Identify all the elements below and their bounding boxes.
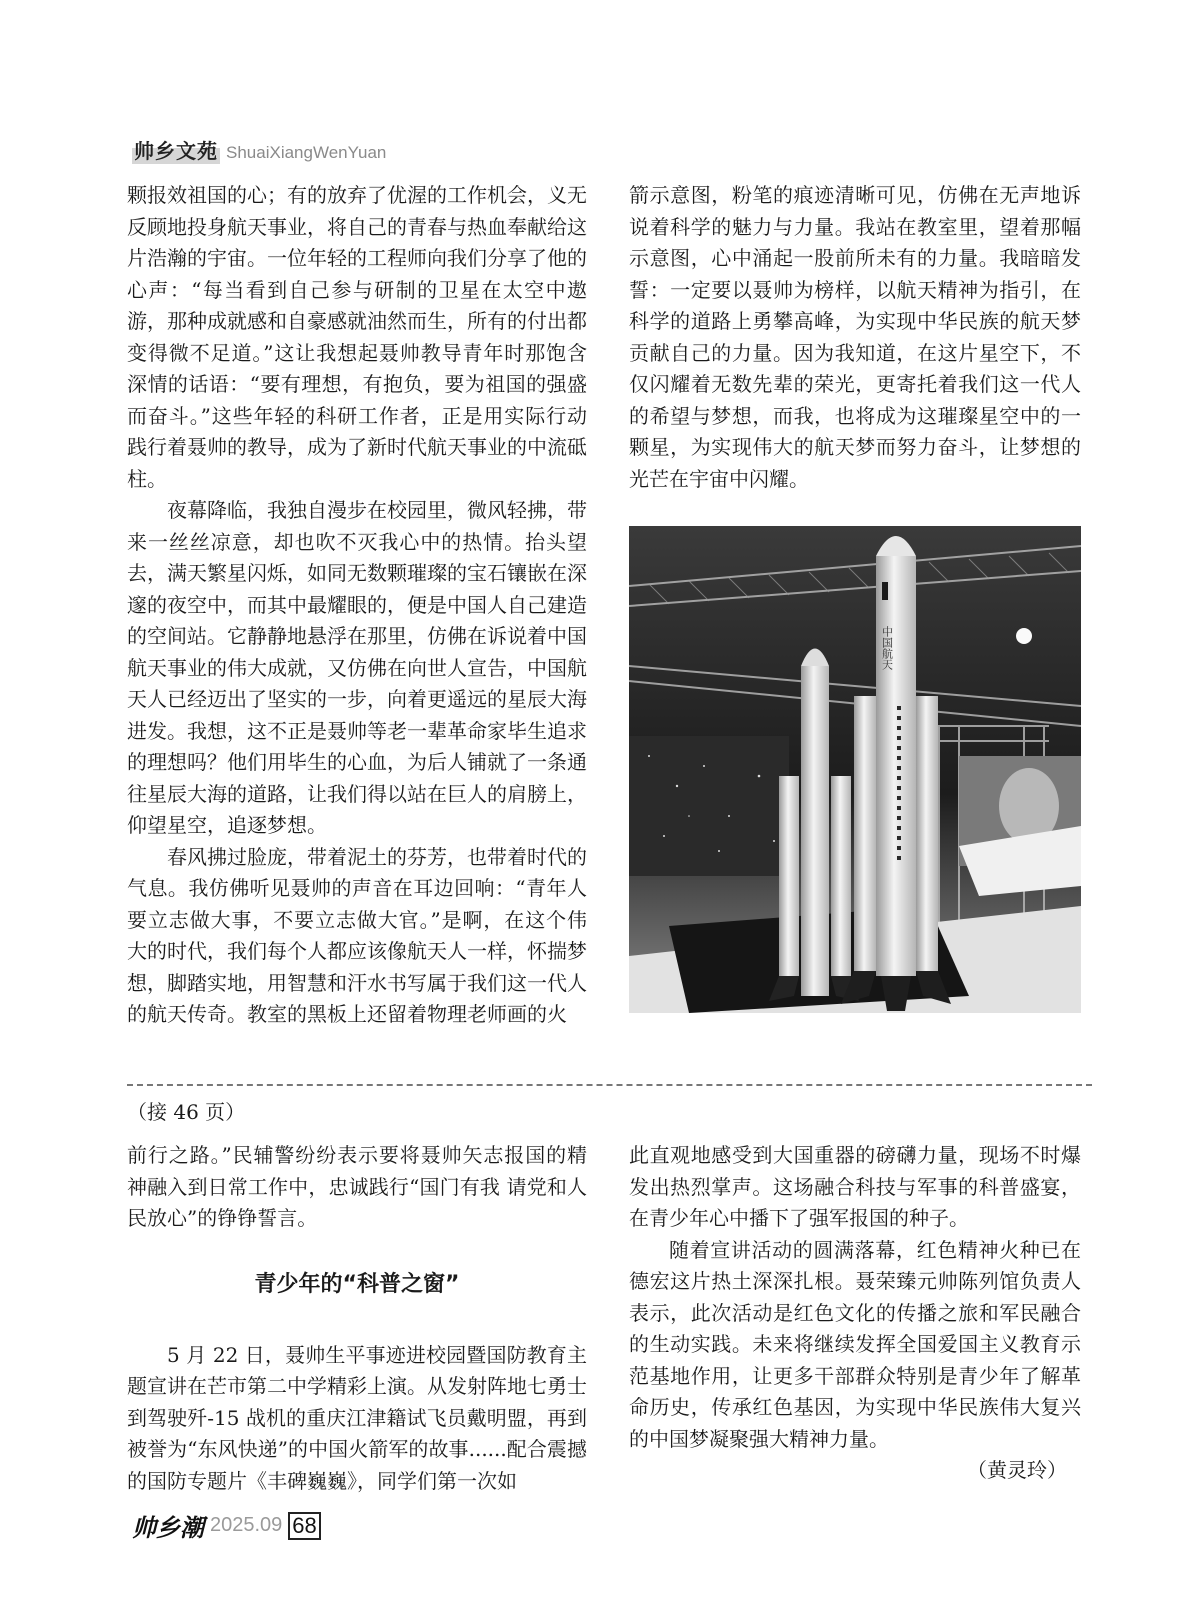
article-column-bottom-left: [127, 1140, 587, 1497]
section-header: [132, 135, 386, 164]
magazine-brand: 帅乡潮: [132, 1514, 204, 1542]
paragraph: 前行之路。”民辅警纷纷表示要将聂帅矢志报国的精神融入到日常工作中，忠诚践行“国门有我 请党和人民放心”的铮铮誓言。: [127, 1143, 587, 1230]
continued-from-note: （接 46 页）: [127, 1100, 246, 1124]
author-byline: （黄灵玲）: [967, 1458, 1067, 1482]
section-title-pinyin: ShuaiXiangWenYuan: [226, 143, 387, 162]
page-footer: [132, 1508, 321, 1543]
rocket-lettering: 中国航天: [880, 626, 894, 670]
paragraph: 箭示意图，粉笔的痕迹清晰可见，仿佛在无声地诉说着科学的魅力与力量。我站在教室里，望着那幅示意图，心中涌起一股前所未有的力量。我暗暗发誓：一定要以聂帅为榜样，以航天精神为指引，在科学的道路上勇攀高峰，为实现中华民族的航天梦贡献自己的力量。因为我知道，在这片星空下，不仅闪耀着无数先辈的荣光，更寄托着我们这一代人的希望与梦想，而我，也将成为这璀璨星空中的一颗星，为实现伟大的航天梦而努力奋斗，让梦想的光芒在宇宙中闪耀。: [629, 183, 1081, 491]
section-divider: [127, 1084, 1092, 1086]
paragraph: 5 月 22 日，聂帅生平事迹进校园暨国防教育主题宣讲在芒市第二中学精彩上演。从发射阵地七勇士到驾驶歼-15 战机的重庆江津籍试飞员戴明盟，再到被誉为“东风快递”的中国火箭军的故事......配合震撼的国防专题片《丰碑巍巍》，同学们第一次如: [127, 1342, 587, 1493]
rocket-exhibit-illustration: [629, 526, 1081, 1013]
issue-date: 2025.09: [210, 1514, 283, 1536]
section-title: 帅乡文苑: [132, 135, 220, 164]
subheading: 青少年的“科普之窗”: [254, 1271, 460, 1297]
article-column-top-left: [127, 180, 587, 1031]
paragraph: 颗报效祖国的心；有的放弃了优渥的工作机会，义无反顾地投身航天事业，将自己的青春与热血奉献给这片浩瀚的宇宙。一位年轻的工程师向我们分享了他的心声：“每当看到自己参与研制的卫星在太空中遨游，那种成就感和自豪感就油然而生，所有的付出都变得微不足道。”这让我想起聂帅教导青年时那饱含深情的话语：“要有理想，有抱负，要为祖国的强盛而奋斗。”这些年轻的科研工作者，正是用实际行动践行着聂帅的教导，成为了新时代航天事业的中流砥柱。: [127, 183, 587, 491]
page-number: 68: [288, 1512, 320, 1540]
paragraph: 春风拂过脸庞，带着泥土的芬芳，也带着时代的气息。我仿佛听见聂帅的声音在耳边回响：“青年人要立志做大事，不要立志做大官。”是啊，在这个伟大的时代，我们每个人都应该像航天人一样，怀揣梦想，脚踏实地，用智慧和汗水书写属于我们这一代人的航天传奇。教室的黑板上还留着物理老师画的火: [127, 844, 587, 1026]
paragraph: 此直观地感受到大国重器的磅礴力量，现场不时爆发出热烈掌声。这场融合科技与军事的科普盛宴，在青少年心中播下了强军报国的种子。: [629, 1143, 1081, 1230]
article-column-bottom-right: [629, 1140, 1081, 1487]
paragraph: 随着宣讲活动的圆满落幕，红色精神火种已在德宏这片热土深深扎根。聂荣臻元帅陈列馆负责人表示，此次活动是红色文化的传播之旅和军民融合的生动实践。未来将继续发挥全国爱国主义教育示范基地作用，让更多干部群众特别是青少年了解革命历史，传承红色基因，为实现中华民族伟大复兴的中国梦凝聚强大精神力量。: [629, 1237, 1081, 1451]
rocket-exhibit-photo: [629, 526, 1081, 1013]
paragraph: 夜幕降临，我独自漫步在校园里，微风轻拂，带来一丝丝凉意，却也吹不灭我心中的热情。抬头望去，满天繁星闪烁，如同无数颗璀璨的宝石镶嵌在深邃的夜空中，而其中最耀眼的，便是中国人自己建造的空间站。它静静地悬浮在那里，仿佛在诉说着中国航天事业的伟大成就，又仿佛在向世人宣告，中国航天人已经迈出了坚实的一步，向着更遥远的星辰大海进发。我想，这不正是聂帅等老一辈革命家毕生追求的理想吗？他们用毕生的心血，为后人铺就了一条通往星辰大海的道路，让我们得以站在巨人的肩膀上，仰望星空，追逐梦想。: [127, 498, 587, 837]
article-column-top-right: [629, 180, 1081, 495]
